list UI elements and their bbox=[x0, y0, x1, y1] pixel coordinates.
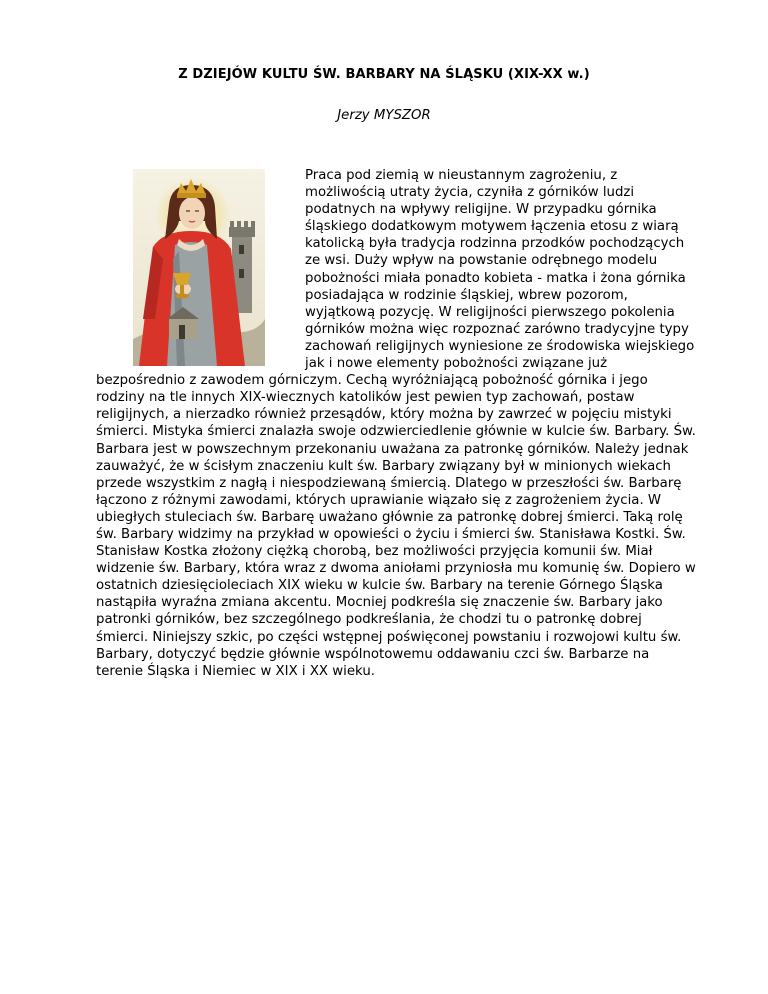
saint-barbara-painting-icon bbox=[133, 169, 265, 366]
body-text-block bbox=[96, 167, 698, 680]
author-name: Jerzy MYSZOR bbox=[337, 108, 431, 123]
document-title: Z DZIEJÓW KULTU ŚW. BARBARY NA ŚLĄSKU (XIX-XX w.) bbox=[178, 67, 590, 82]
saint-barbara-painting bbox=[133, 169, 265, 366]
body-paragraph: Praca pod ziemią w nieustannym zagrożeniu, z możliwością utraty życia, czyniła z górników ludzi podatnych na wpływy religijne. W przypadku górnika śląskiego dodatkowym motywem łączenia etosu z wiarą katolicką była tradycja rodzinna przodków pochodzących ze wsi. Duży wpływ na powstanie odrębnego modelu pobożności miała ponadto kobieta - matka i żona górnika posiadająca w rodzinie śląskiej, wbrew pozorom, wyjątkową pozycję. W religijności pierwszego pokolenia górników można więc rozpoznać zarówno tradycyjne typy zachowań religijnych wyniesione ze środowiska wiejskiego jak i nowe elementy pobożności związane już bezpośrednio z zawodem górniczym. Cechą wyróżniającą pobożność górnika i jego rodziny na tle innych XIX-wiecznych katolików jest pewien typ zachowań, postaw religijnych, a nierzadko również przesądów, który można by zawrzeć w pojęciu mistyki śmierci. Mistyka śmierci znalazła swoje odzwierciedlenie głównie w kulcie św. Barbary. Św. Barbara jest w powszechnym przekonaniu uważana za patronkę górników. Należy jednak zauważyć, że w ścisłym znaczeniu kult św. Barbary związany był w minionych wiekach przede wszystkim z nagłą i niespodziewaną śmiercią. Dlatego w przeszłości św. Barbarę łączono z różnymi zawodami, których uprawianie wiązało się z zagrożeniem życia. W ubiegłych stuleciach św. Barbarę uważano głównie za patronkę dobrej śmierci. Taką rolę św. Barbary widzimy na przykład w opowieści o życiu i śmierci św. Stanisława Kostki. Św. Stanisław Kostka złożony ciężką chorobą, bez możliwości przyjęcia komunii św. Miał widzenie św. Barbary, która wraz z dwoma aniołami przyniosła mu komunię św. Dopiero w ostatnich dziesięcioleciach XIX wieku w kulcie św. Barbary na terenie Górnego Śląska nastąpiła wyraźna zmiana akcentu. Mocniej podkreśla się znaczenie św. Barbary jako patronki górników, bez szczególnego podkreślania, że chodzi tu o patronkę dobrej śmierci. Niniejszy szkic, po części wstępnej poświęconej powstaniu i rozwojowi kultu św. Barbary, dotyczyć będzie głównie wspólnotowemu oddawaniu czci św. Barbarze na terenie Śląska i Niemiec w XIX i XX wieku. bbox=[96, 168, 696, 679]
